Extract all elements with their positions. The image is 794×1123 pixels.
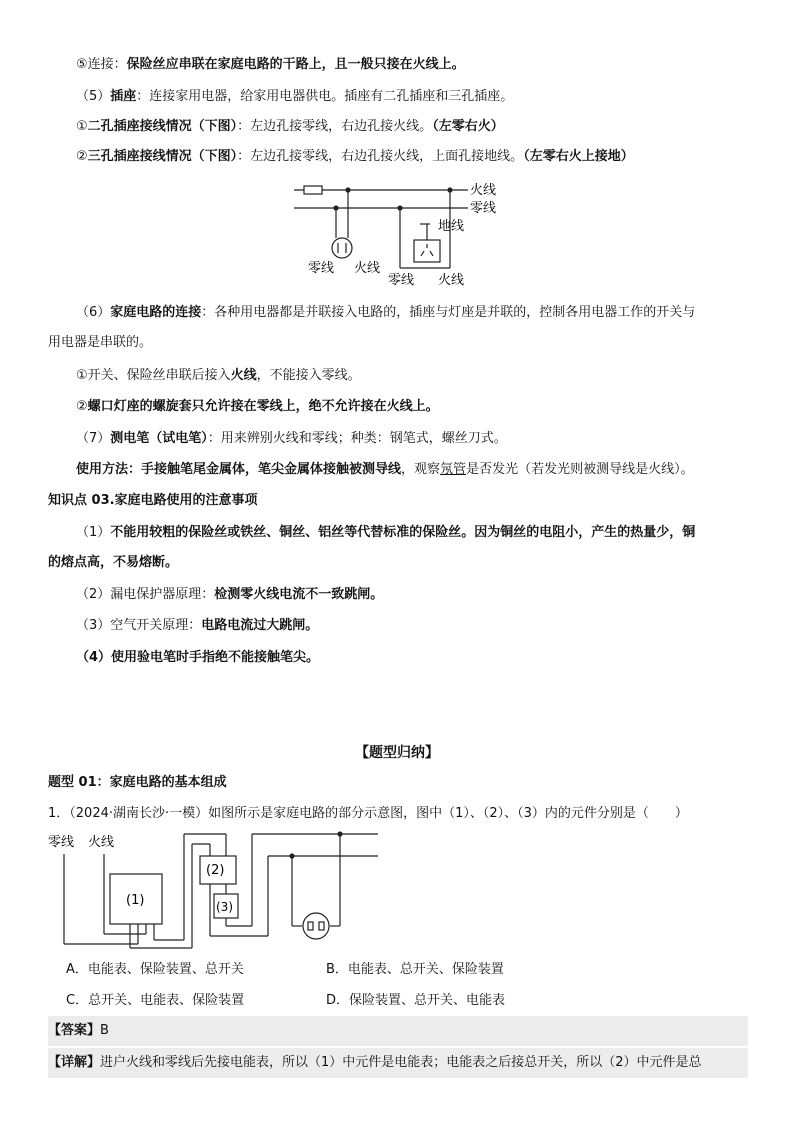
fig1-neutral-left: 零线 [308,261,335,276]
three-hole-socket [414,240,440,262]
box-3-label: (3) [216,900,233,914]
knowledge-point-heading: 知识点 03.家庭电路使用的注意事项 [48,493,258,508]
line-screw-socket: ②螺口灯座的螺旋套只允许接在零线上，绝不允许接在火线上。 [76,399,439,414]
fig1-live-left: 火线 [354,261,381,276]
box-2-label: (2) [206,863,225,878]
fig1-ground-label: 地线 [438,219,465,234]
fig2-live-label: 火线 [88,835,115,850]
line-series: 用电器是串联的。 [48,335,153,350]
question-type-heading: 题型 01：家庭电路的基本组成 [48,775,227,790]
line-three-hole: ②三孔插座接线情况（下图）：左边孔接零线，右边孔接火线，上面孔接地线。（左零右火上接地） [76,149,634,164]
detail-line: 【详解】进户火线和零线后先接电能表，所以（1）中元件是电能表；电能表之后接总开关，所以（2）中元件是总 [48,1055,702,1070]
option-b: B．电能表、总开关、保险装置 [326,962,504,977]
fig1-live-right: 火线 [438,273,465,288]
line-air-switch: （3）空气开关原理：电路电流过大跳闸。 [76,618,319,633]
household-circuit-diagram [46,830,386,950]
line-switch-fuse: ①开关、保险丝串联后接入火线，不能接入零线。 [76,368,361,383]
box-1-label: (1) [126,893,145,908]
fig1-neutral-label: 零线 [470,201,497,216]
line-fuse-warning: （1）不能用较粗的保险丝或铁丝、铜丝、铝丝等代替标准的保险丝。因为铜丝的电阻小，产生的热量少，铜 [76,525,696,540]
fig1-live-label: 火线 [470,183,497,198]
line-test-pen-safety: （4）使用验电笔时手指绝不能接触笔尖。 [76,650,320,665]
line-connection: ⑤连接：保险丝应串联在家庭电路的干路上，且一般只接在火线上。 [76,57,465,72]
socket-wiring-diagram [290,176,510,288]
line-socket: （5）插座：连接家用电器，给家用电器供电。插座有二孔插座和三孔插座。 [76,89,514,104]
fig1-neutral-right: 零线 [388,273,415,288]
option-c: C．总开关、电能表、保险装置 [66,993,245,1008]
line-two-hole: ①二孔插座接线情况（下图）：左边孔接零线，右边孔接火线。（左零右火） [76,119,504,134]
line-usage: 使用方法：手接触笔尾金属体，笔尖金属体接触被测导线，观察氖管是否发光（若发光则被测导线是火线）。 [76,462,694,477]
socket-symbol [303,913,329,939]
line-melting-point: 的熔点高，不易熔断。 [48,555,179,570]
answer-panel [48,1016,748,1046]
two-hole-socket [332,238,352,258]
line-test-pen: （7）测电笔（试电笔）：用来辨别火线和零线；种类：钢笔式，螺丝刀式。 [76,431,507,446]
option-d: D．保险装置、总开关、电能表 [326,993,506,1008]
line-leakage-protector: （2）漏电保护器原理：检测零火线电流不一致跳闸。 [76,587,384,602]
option-a: A．电能表、保险装置、总开关 [66,962,244,977]
answer-line: 【答案】B [48,1023,109,1038]
fuse-symbol [304,186,322,194]
fig2-neutral-label: 零线 [48,835,75,850]
line-circuit-connection: （6）家庭电路的连接：各种用电器都是并联接入电路的，插座与灯座是并联的，控制各用电器工作的开关与 [76,305,696,320]
question-1-stem: 1．（2024·湖南长沙·一模）如图所示是家庭电路的部分示意图，图中（1）、（2）、（3）内的元件分别是（ ） [48,806,688,821]
section-title: 【题型归纳】 [355,745,439,761]
